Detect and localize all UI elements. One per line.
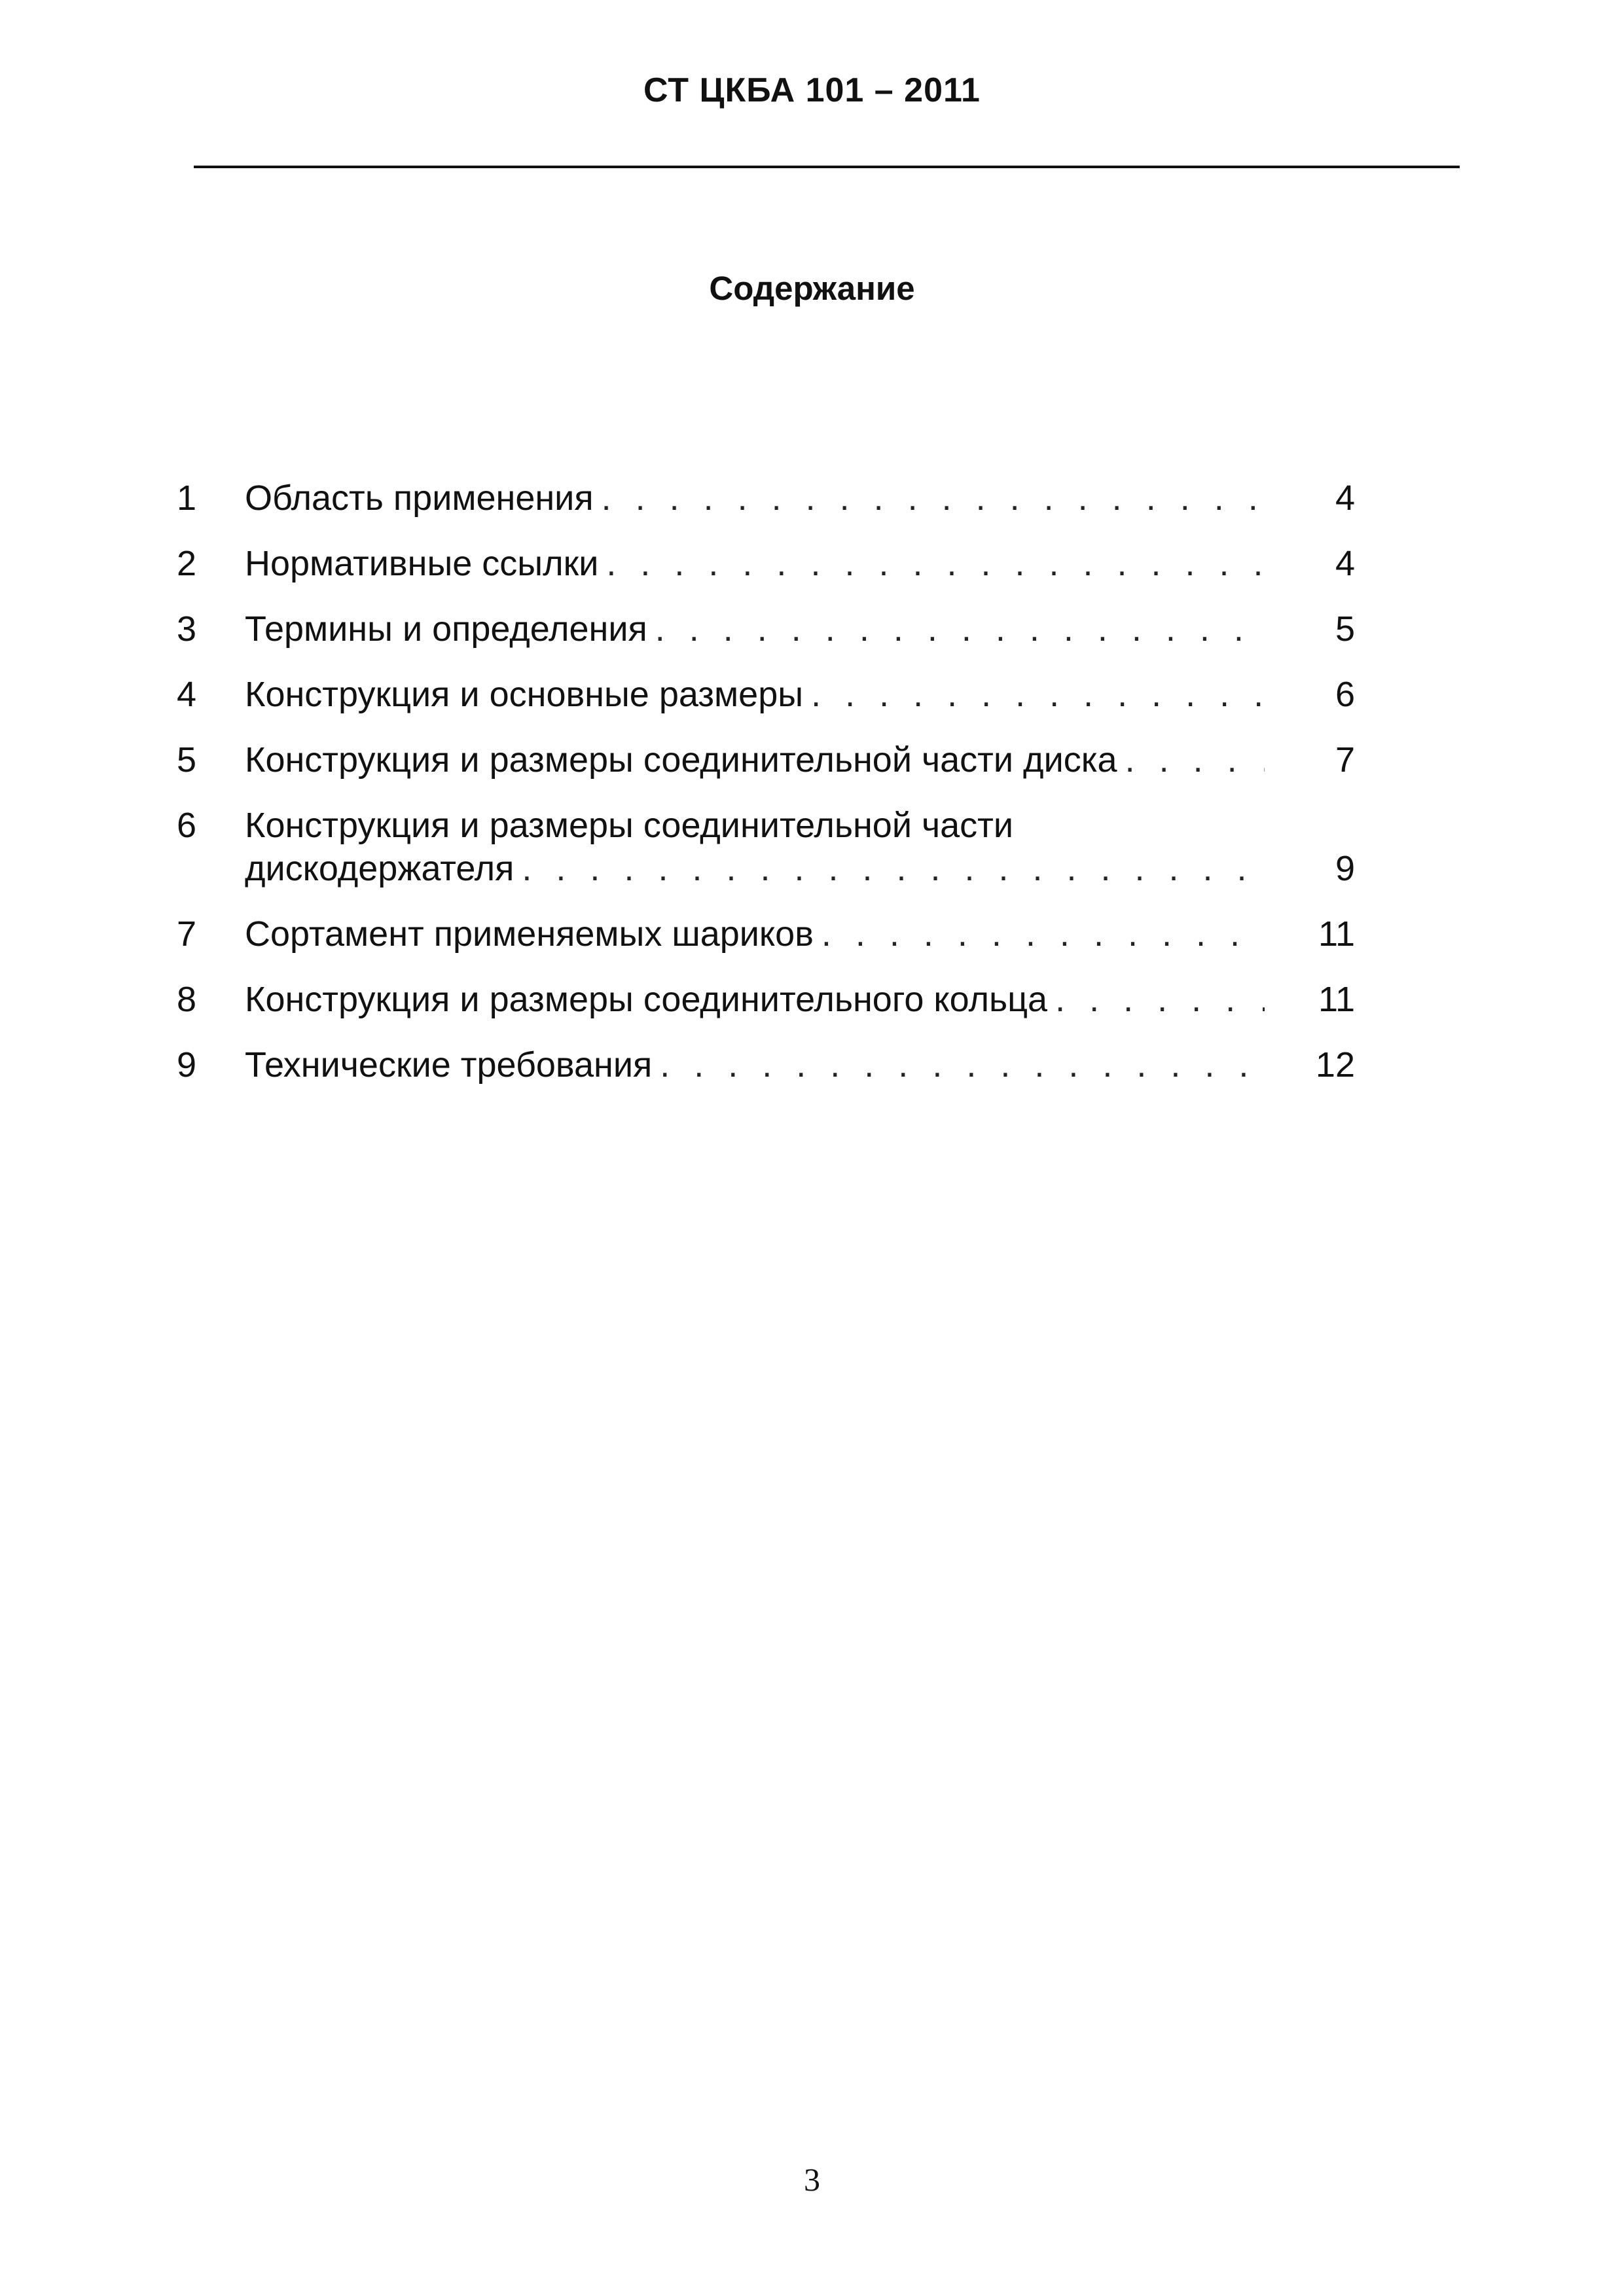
- toc-item-page: 6: [1335, 675, 1355, 714]
- toc-dot-leader: [652, 1043, 1265, 1086]
- toc-dot-leader: [514, 847, 1265, 890]
- toc-item-page: 9: [1335, 849, 1355, 888]
- toc-item-number: 8: [177, 980, 197, 1019]
- toc-item-body: [245, 607, 1265, 651]
- toc-dot-leader: [598, 542, 1265, 585]
- toc-item-title: Конструкция и размеры соединительной части диска: [245, 740, 1117, 780]
- toc-item-title: Сортамент применяемых шариков: [245, 914, 814, 954]
- toc-item[interactable]: [177, 1043, 1394, 1086]
- toc-item-title: Нормативные ссылки: [245, 544, 599, 583]
- header-rule: [194, 166, 1460, 168]
- toc-item-title: Конструкция и размеры соединительного кольца: [245, 980, 1048, 1019]
- toc-item-title: Термины и определения: [245, 609, 647, 649]
- toc-item-body: [245, 476, 1265, 520]
- toc-item[interactable]: [177, 912, 1394, 956]
- toc-item-body: [245, 673, 1265, 716]
- toc-item-number: 4: [177, 675, 197, 714]
- toc-item-body: [245, 912, 1265, 956]
- toc-item-number: 5: [177, 740, 197, 780]
- toc-item-body: [245, 804, 1265, 890]
- toc-item-title: Конструкция и основные размеры: [245, 675, 804, 714]
- toc-item[interactable]: [177, 738, 1394, 781]
- toc-item-number: 7: [177, 914, 197, 954]
- toc-item[interactable]: [177, 607, 1394, 651]
- toc-item-title: Область применения: [245, 478, 594, 518]
- toc-dot-leader: [1117, 738, 1265, 781]
- toc-item-number: 1: [177, 478, 197, 518]
- toc-item-page: 7: [1335, 740, 1355, 780]
- toc-item-body: [245, 738, 1265, 781]
- toc-item-body: [245, 978, 1265, 1021]
- toc-item[interactable]: [177, 673, 1394, 716]
- toc-item-title-continuation: дискодержателя: [245, 849, 514, 888]
- toc-item-page: 11: [1318, 914, 1355, 954]
- toc-item-page: 4: [1335, 478, 1355, 518]
- toc-dot-leader: [594, 476, 1265, 520]
- toc-item[interactable]: [177, 978, 1394, 1021]
- toc-item-page: 4: [1335, 544, 1355, 583]
- document-code-header: СТ ЦКБА 101 – 2011: [643, 71, 981, 109]
- toc-item-number: 6: [177, 806, 197, 845]
- toc-item[interactable]: [177, 476, 1394, 520]
- toc-item-number: 9: [177, 1045, 197, 1085]
- toc-dot-leader: [1047, 978, 1265, 1021]
- toc-item-number: 2: [177, 544, 197, 583]
- toc-heading: Содержание: [709, 270, 915, 307]
- toc-dot-leader: [647, 607, 1265, 651]
- toc-item-page: 5: [1335, 609, 1355, 649]
- toc-item-body: [245, 1043, 1265, 1086]
- toc-item-number: 3: [177, 609, 197, 649]
- toc-dot-leader: [803, 673, 1265, 716]
- toc-item-page: 12: [1315, 1045, 1355, 1085]
- table-of-contents: [177, 476, 1394, 1109]
- toc-item-page: 11: [1318, 980, 1355, 1019]
- toc-item[interactable]: [177, 804, 1394, 890]
- page-number: 3: [804, 2161, 820, 2198]
- toc-item-title: Технические требования: [245, 1045, 653, 1085]
- toc-item-title: Конструкция и размеры соединительной части: [245, 806, 1014, 845]
- toc-item[interactable]: [177, 542, 1394, 585]
- toc-item-body: [245, 542, 1265, 585]
- toc-dot-leader: [814, 912, 1265, 956]
